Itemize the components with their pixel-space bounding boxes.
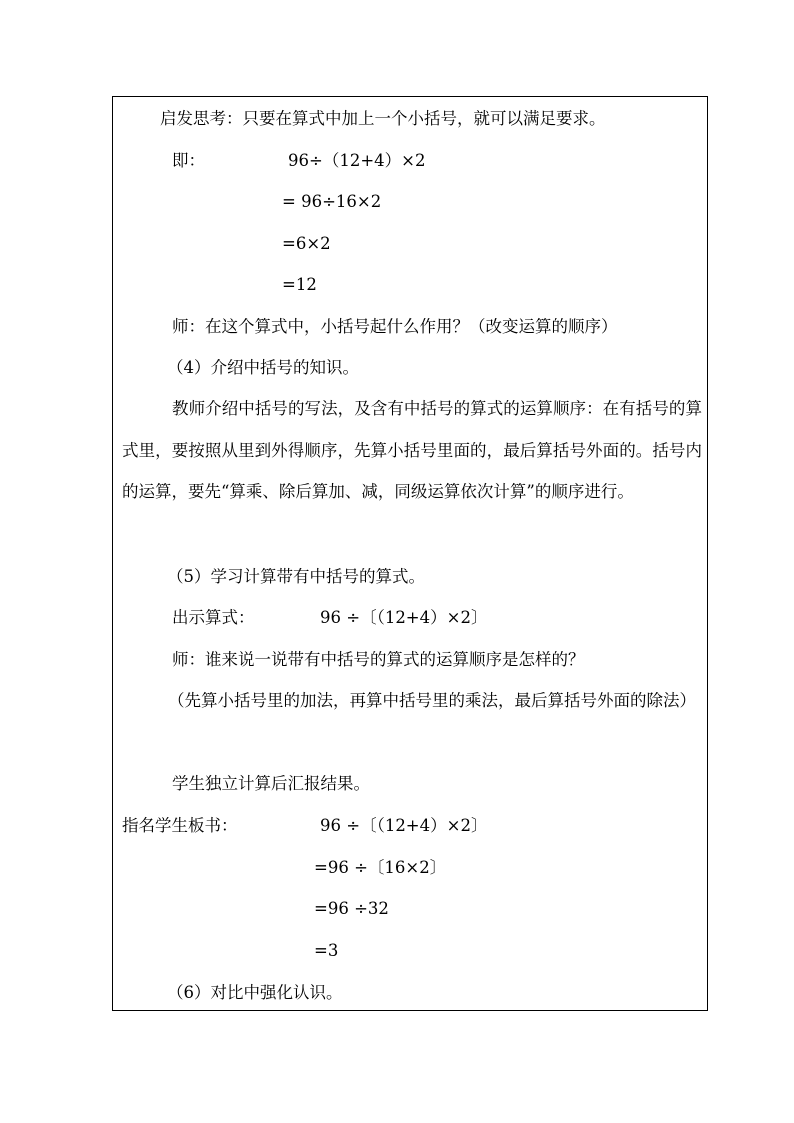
paragraph-answer: （先算小括号里的加法，再算中括号里的乘法，最后算括号外面的除法） (168, 691, 696, 710)
section-heading: （4）介绍中括号的知识。 (167, 358, 359, 377)
section-heading: （6）对比中强化认识。 (167, 983, 343, 1002)
section-heading: （5）学习计算带有中括号的算式。 (167, 567, 425, 586)
step-label: 即： (172, 151, 205, 170)
teacher-question: 师：谁来说一说带有中括号的算式的运算顺序是怎样的？ (172, 650, 585, 669)
paragraph-bracket-rules: 教师介绍中括号的写法，及含有中括号的算式的运算顺序：在有括号的算式里，要按照从里到外得顺序，先算小括号里面的，最后算括号外面的。括号内的运算，要先“算乘、除后算加、减，同级运算依次计算”的顺序进行。 (122, 399, 702, 501)
step-label: 指名学生板书： (122, 816, 238, 835)
calc-step: =12 (282, 275, 317, 294)
calc-step: = 96÷16×2 (282, 192, 382, 211)
student-activity: 学生独立计算后汇报结果。 (172, 774, 370, 793)
calc-step: =96 ÷32 (314, 899, 389, 918)
step-label: 出示算式： (172, 608, 255, 627)
expression: 96 ÷〔（12+4）×2〕 (320, 816, 488, 835)
teacher-question: 师：在这个算式中，小括号起什么作用？（改变运算的顺序） (172, 317, 618, 336)
calc-step: =6×2 (282, 234, 331, 253)
expression: 96÷（12+4）×2 (288, 151, 426, 170)
calc-step: =96 ÷〔16×2〕 (314, 858, 447, 877)
expression: 96 ÷〔（12+4）×2〕 (320, 608, 488, 627)
hint-line: 启发思考：只要在算式中加上一个小括号，就可以满足要求。 (160, 109, 606, 128)
calc-step: =3 (314, 941, 339, 960)
